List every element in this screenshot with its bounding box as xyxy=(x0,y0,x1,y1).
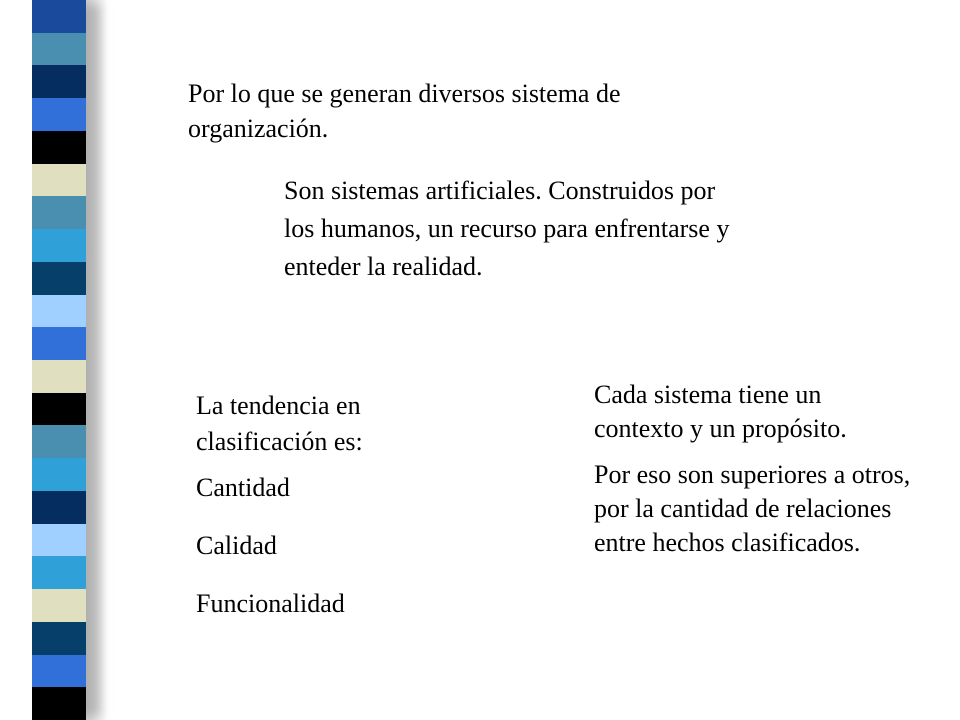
decorative-stripe-bar xyxy=(32,0,86,720)
stripe-segment xyxy=(32,65,86,98)
stripe-segment xyxy=(32,491,86,524)
stripe-segment xyxy=(32,360,86,393)
stripe-segment xyxy=(32,196,86,229)
stripe-segment xyxy=(32,0,86,33)
intro-text-block xyxy=(188,76,748,146)
stripe-segment xyxy=(32,687,86,720)
stripe-bar-shadow xyxy=(86,0,108,720)
systems-text-block xyxy=(284,172,744,286)
stripe-segment xyxy=(32,622,86,655)
stripe-segment xyxy=(32,295,86,328)
stripe-segment xyxy=(32,33,86,66)
tendency-item-funcionalidad: Funcionalidad xyxy=(196,589,345,618)
tendency-item-calidad: Calidad xyxy=(196,531,277,560)
stripe-segment xyxy=(32,556,86,589)
stripe-segment xyxy=(32,229,86,262)
stripe-segment xyxy=(32,589,86,622)
tendency-item-cantidad: Cantidad xyxy=(196,473,290,502)
stripe-segment xyxy=(32,458,86,491)
tendency-heading: La tendencia en clasificación es: xyxy=(196,391,363,456)
context-paragraph-1: Cada sistema tiene un contexto y un propósito. xyxy=(594,380,847,443)
stripe-segment xyxy=(32,262,86,295)
stripe-segment xyxy=(32,164,86,197)
stripe-segment xyxy=(32,524,86,557)
context-text-block xyxy=(594,378,914,560)
context-paragraph-2: Por eso son superiores a otros, por la cantidad de relaciones entre hechos clasificados. xyxy=(594,460,911,557)
stripe-segment xyxy=(32,425,86,458)
stripe-segment xyxy=(32,131,86,164)
intro-paragraph: Por lo que se generan diversos sistema de organización. xyxy=(188,79,621,143)
stripe-segment xyxy=(32,327,86,360)
stripe-segment xyxy=(32,98,86,131)
tendency-text-block xyxy=(196,388,436,622)
stripe-segment xyxy=(32,655,86,688)
systems-paragraph: Son sistemas artificiales. Construidos por los humanos, un recurso para enfrentarse y enteder la realidad. xyxy=(284,176,730,281)
stripe-segment xyxy=(32,393,86,426)
